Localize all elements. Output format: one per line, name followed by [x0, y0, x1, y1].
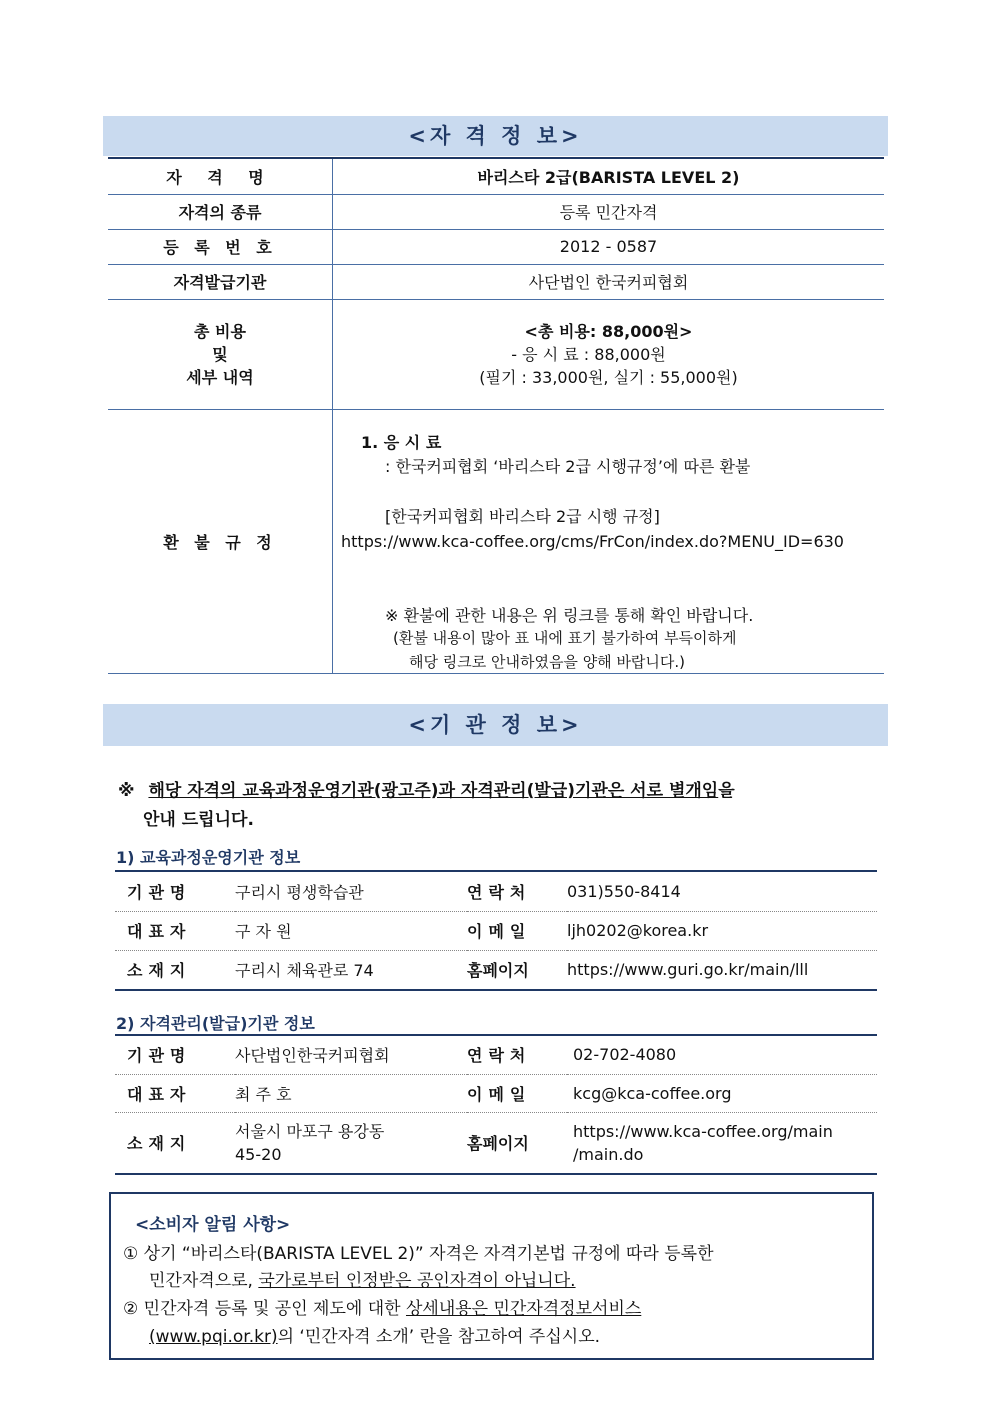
cost-exam: - 응 시 료 : 88,000원 [511, 344, 666, 364]
addr-label: 소재지 [115, 950, 235, 990]
issuer-label: 자격발급기관 [108, 264, 333, 299]
edu-institution-title: 1) 교육과정운영기관 정보 [116, 848, 301, 867]
org-name-label: 기관명 [115, 871, 235, 911]
contact-value: 02-702-4080 [567, 1035, 877, 1074]
addr-line: 45-20 [235, 1144, 282, 1164]
refund-heading: 1. 응 시 료 [361, 433, 442, 452]
notice-text: 해당 자격의 교육과정운영기관(광고주)과 자격관리(발급)기관은 서로 별개임 [148, 781, 719, 801]
name-value: 바리스타 2급(BARISTA LEVEL 2) [333, 158, 885, 194]
consumer-notice-box [109, 1192, 874, 1360]
edu-institution-table [115, 870, 877, 991]
reg-value: 2012 - 0587 [333, 229, 885, 264]
consumer-item-2 [123, 1294, 641, 1319]
table-row [115, 950, 877, 990]
table-row [108, 194, 884, 229]
refund-note: 해당 링크로 안내하였음을 양해 바랍니다.) [409, 653, 686, 671]
type-value: 등록 민간자격 [333, 194, 885, 229]
addr-value: 구리시 체육관로 74 [235, 950, 467, 990]
qualification-info-banner: <자 격 정 보> [103, 116, 888, 156]
homepage-link[interactable]: https://www.guri.go.kr/main/lll [567, 950, 877, 990]
addr-line: 서울시 마포구 용강동 [235, 1121, 385, 1141]
refund-label: 환 불 규 정 [108, 409, 333, 673]
name-label: 자 격 명 [108, 158, 333, 194]
table-row [108, 158, 884, 194]
refund-desc: : 한국커피협회 ‘바리스타 2급 시행규정’에 따른 환불 [385, 457, 751, 476]
consumer-text-underlined: 국가로부터 인정받은 공인자격이 아닙니다. [258, 1271, 576, 1291]
mgmt-institution-table [115, 1034, 877, 1175]
mgmt-institution-title: 2) 자격관리(발급)기관 정보 [116, 1014, 315, 1033]
refund-rule-title: [한국커피협회 바리스타 2급 시행 규정] [385, 507, 660, 526]
homepage-label: 홈페이지 [467, 950, 567, 990]
cost-value [333, 299, 885, 409]
homepage-line[interactable]: /main.do [573, 1144, 644, 1164]
table-row [115, 1035, 877, 1074]
homepage-label: 홈페이지 [467, 1112, 567, 1174]
email-value[interactable]: kcg@kca-coffee.org [567, 1074, 877, 1112]
consumer-item-1: ① 상기 “바리스타(BARISTA LEVEL 2)” 자격은 자격기본법 규정에 따라 등록한 [123, 1244, 714, 1264]
rep-value: 구 자 원 [235, 911, 467, 950]
refund-value [333, 409, 885, 673]
cost-label-line: 세부 내역 [186, 367, 254, 387]
table-row [108, 299, 884, 409]
rep-value: 최 주 호 [235, 1074, 467, 1112]
consumer-text-underlined: 상세내용은 민간자격정보서비스 [405, 1299, 642, 1319]
email-label: 이메일 [467, 911, 567, 950]
cost-label-line: 및 [212, 344, 228, 364]
table-row [108, 409, 884, 673]
separation-notice [118, 776, 735, 801]
contact-label: 연락처 [467, 1035, 567, 1074]
issuer-value: 사단법인 한국커피협회 [333, 264, 885, 299]
table-row [115, 911, 877, 950]
cost-total: <총 비용: 88,000원> [524, 321, 693, 341]
org-name-value: 구리시 평생학습관 [235, 871, 467, 911]
notice-mark: ※ [118, 781, 135, 801]
consumer-text: 민간자격으로, [149, 1271, 259, 1291]
org-name-value: 사단법인한국커피협회 [235, 1035, 467, 1074]
refund-note: (환불 내용이 많아 표 내에 표기 불가하여 부득이하게 [393, 629, 737, 647]
table-row [108, 264, 884, 299]
cost-label [108, 299, 333, 409]
addr-label: 소재지 [115, 1112, 235, 1174]
contact-value: 031)550-8414 [567, 871, 877, 911]
table-row [115, 1074, 877, 1112]
table-row [115, 871, 877, 911]
refund-link[interactable]: https://www.kca-coffee.org/cms/FrCon/index.do?MENU_ID=630 [341, 532, 844, 551]
notice-text-end: 을 [718, 781, 735, 801]
cost-label-line: 총 비용 [194, 321, 246, 341]
addr-value [235, 1112, 467, 1174]
homepage-link[interactable] [567, 1112, 877, 1174]
consumer-item-2-cont [149, 1322, 600, 1347]
org-name-label: 기관명 [115, 1035, 235, 1074]
rep-label: 대표자 [115, 911, 235, 950]
institution-info-banner: <기 관 정 보> [103, 704, 888, 746]
table-row [115, 1112, 877, 1174]
qualification-table [108, 157, 884, 674]
type-label: 자격의 종류 [108, 194, 333, 229]
table-row [108, 229, 884, 264]
rep-label: 대표자 [115, 1074, 235, 1112]
consumer-text: ② 민간자격 등록 및 공인 제도에 대한 [123, 1299, 406, 1319]
notice-text-2: 안내 드립니다. [143, 810, 254, 830]
reg-label: 등 록 번 호 [108, 229, 333, 264]
contact-label: 연락처 [467, 871, 567, 911]
email-label: 이메일 [467, 1074, 567, 1112]
cost-detail: (필기 : 33,000원, 실기 : 55,000원) [479, 367, 738, 387]
refund-note: ※ 환불에 관한 내용은 위 링크를 통해 확인 바랍니다. [385, 606, 754, 625]
pqi-link[interactable]: (www.pqi.or.kr) [149, 1327, 278, 1347]
homepage-line[interactable]: https://www.kca-coffee.org/main [573, 1121, 833, 1141]
consumer-notice-title: <소비자 알림 사항> [135, 1215, 291, 1235]
consumer-item-1-cont [149, 1266, 576, 1291]
email-value[interactable]: ljh0202@korea.kr [567, 911, 877, 950]
consumer-text: 의 ‘민간자격 소개’ 란을 참고하여 주십시오. [277, 1327, 601, 1347]
